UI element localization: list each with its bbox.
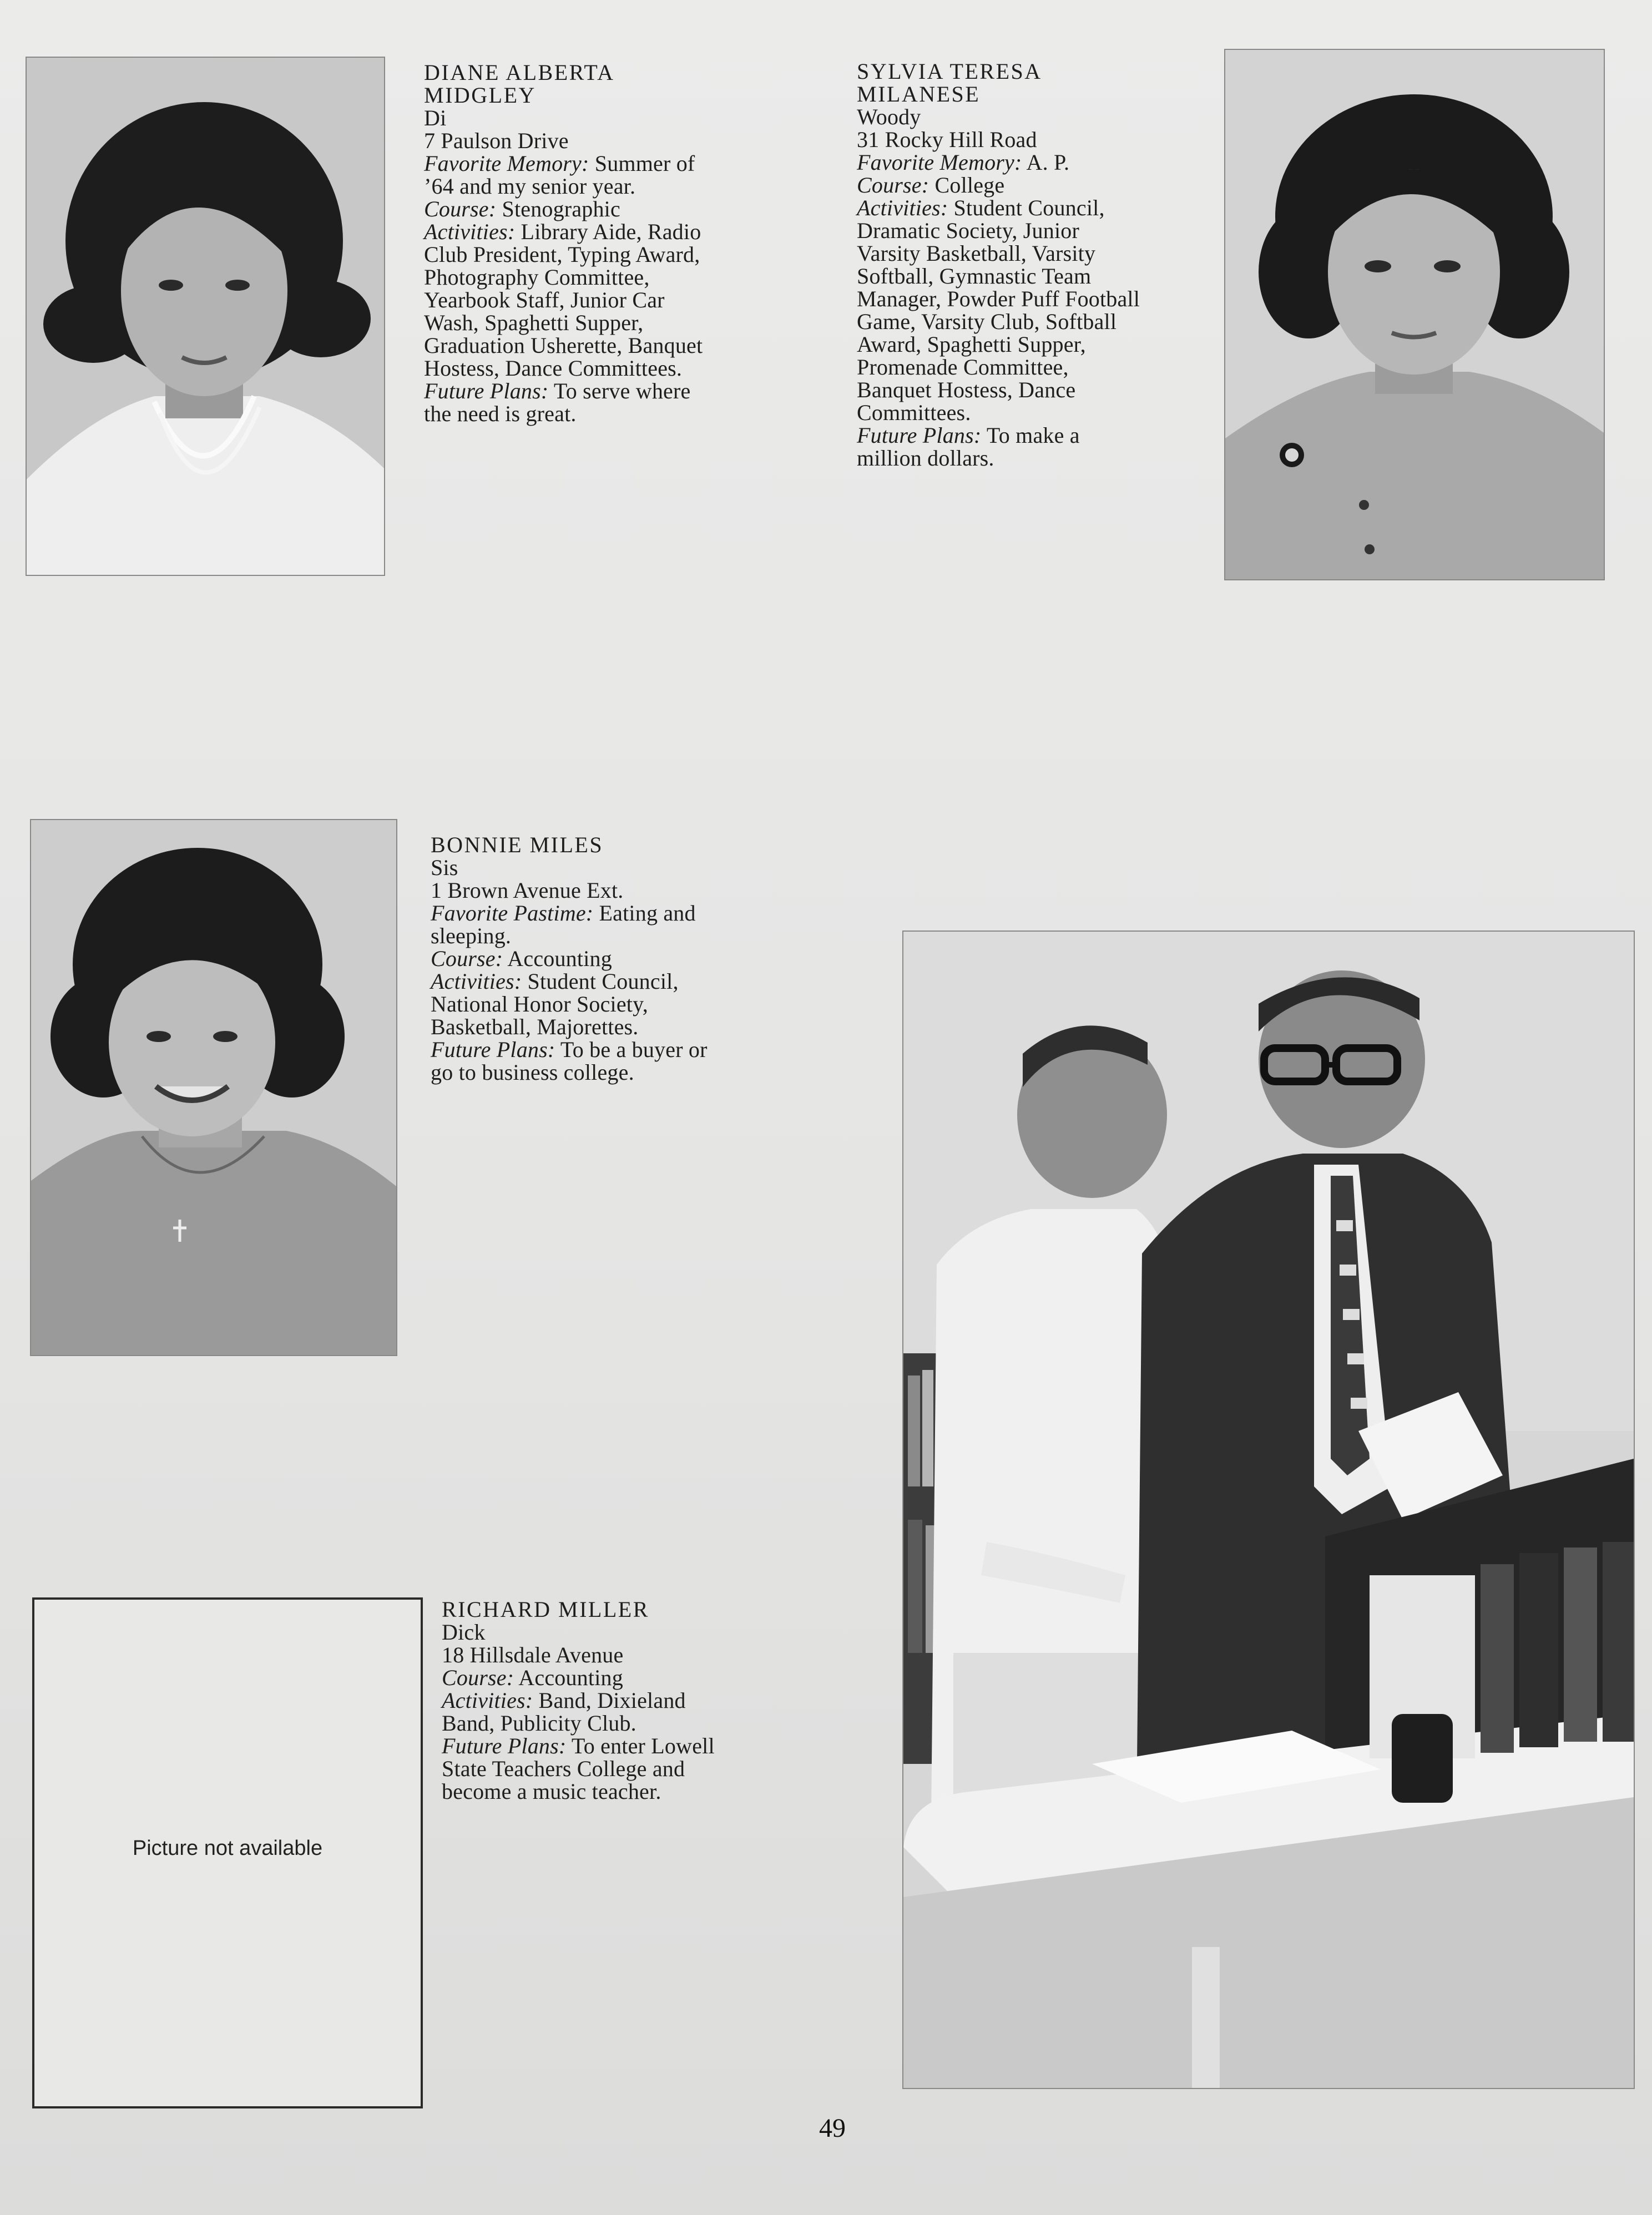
student-nickname: Sis (431, 855, 458, 880)
bio-line: Varsity Basketball, Varsity (857, 241, 1096, 266)
bio-line: become a music teacher. (442, 1779, 661, 1804)
bio-line: Activities: Student Council, (431, 969, 679, 994)
student-bio-midgley (424, 61, 703, 425)
student-address: 1 Brown Avenue Ext. (431, 878, 624, 903)
bio-line: National Honor Society, (431, 992, 648, 1017)
bio-line: sleeping. (431, 923, 512, 948)
student-nickname: Di (424, 105, 447, 130)
bio-line: Course: Stenographic (424, 196, 620, 221)
bio-line: Photography Committee, (424, 265, 650, 290)
student-address: 7 Paulson Drive (424, 128, 569, 153)
portrait-photo-milanese (1224, 49, 1605, 580)
bio-line: Future Plans: To enter Lowell (442, 1733, 715, 1758)
bio-line: Activities: Student Council, (857, 195, 1105, 220)
bio-line: Basketball, Majorettes. (431, 1014, 639, 1039)
bio-line: Game, Varsity Club, Softball (857, 309, 1117, 334)
page-number: 49 (819, 2113, 846, 2143)
bio-line: Dramatic Society, Junior (857, 218, 1079, 243)
student-nickname: Woody (857, 104, 921, 129)
bio-line: Committees. (857, 400, 971, 425)
student-name-line1: BONNIE MILES (431, 832, 604, 857)
bio-line: Wash, Spaghetti Supper, (424, 310, 644, 335)
bio-line: Course: Accounting (442, 1665, 623, 1690)
bio-line: State Teachers College and (442, 1756, 685, 1781)
student-bio-miller (442, 1598, 715, 1803)
bio-line: Award, Spaghetti Supper, (857, 332, 1086, 357)
bio-line: Activities: Library Aide, Radio (424, 219, 701, 244)
bio-line: Future Plans: To make a (857, 423, 1080, 448)
bio-line: Favorite Pastime: Eating and (431, 901, 696, 926)
bio-line: the need is great. (424, 401, 577, 426)
bio-line: Graduation Usherette, Banquet (424, 333, 703, 358)
bio-line: Course: Accounting (431, 946, 612, 971)
portrait-photo-midgley (26, 57, 385, 576)
student-name-line2: MILANESE (857, 82, 981, 107)
student-address: 18 Hillsdale Avenue (442, 1642, 624, 1667)
bio-line: go to business college. (431, 1060, 634, 1085)
bio-line: Favorite Memory: A. P. (857, 150, 1070, 175)
student-nickname: Dick (442, 1620, 486, 1645)
bio-line: Course: College (857, 173, 1005, 198)
portrait-photo-miles (30, 819, 397, 1356)
bio-line: Softball, Gymnastic Team (857, 264, 1092, 289)
bio-line: Future Plans: To serve where (424, 378, 691, 403)
bio-line: Hostess, Dance Committees. (424, 356, 683, 381)
bio-line: ’64 and my senior year. (424, 174, 636, 199)
bio-line: Yearbook Staff, Junior Car (424, 287, 665, 312)
candid-photo-student-teacher (902, 930, 1635, 2089)
student-name-line1: DIANE ALBERTA (424, 60, 615, 85)
bio-line: Manager, Powder Puff Football (857, 286, 1140, 311)
student-name-line1: RICHARD MILLER (442, 1597, 649, 1622)
bio-line: Activities: Band, Dixieland (442, 1688, 686, 1713)
student-name-line2: MIDGLEY (424, 83, 536, 108)
picture-placeholder (32, 1597, 423, 2108)
student-bio-milanese (857, 60, 1140, 469)
bio-line: Band, Publicity Club. (442, 1711, 636, 1736)
student-name-line1: SYLVIA TERESA (857, 59, 1042, 84)
student-address: 31 Rocky Hill Road (857, 127, 1037, 152)
student-bio-miles (431, 833, 708, 1084)
bio-line: Banquet Hostess, Dance (857, 377, 1076, 402)
bio-line: Club President, Typing Award, (424, 242, 700, 267)
bio-line: million dollars. (857, 446, 994, 471)
placeholder-text: Picture not available (132, 1837, 323, 1860)
bio-line: Promenade Committee, (857, 355, 1069, 380)
bio-line: Future Plans: To be a buyer or (431, 1037, 708, 1062)
bio-line: Favorite Memory: Summer of (424, 151, 695, 176)
